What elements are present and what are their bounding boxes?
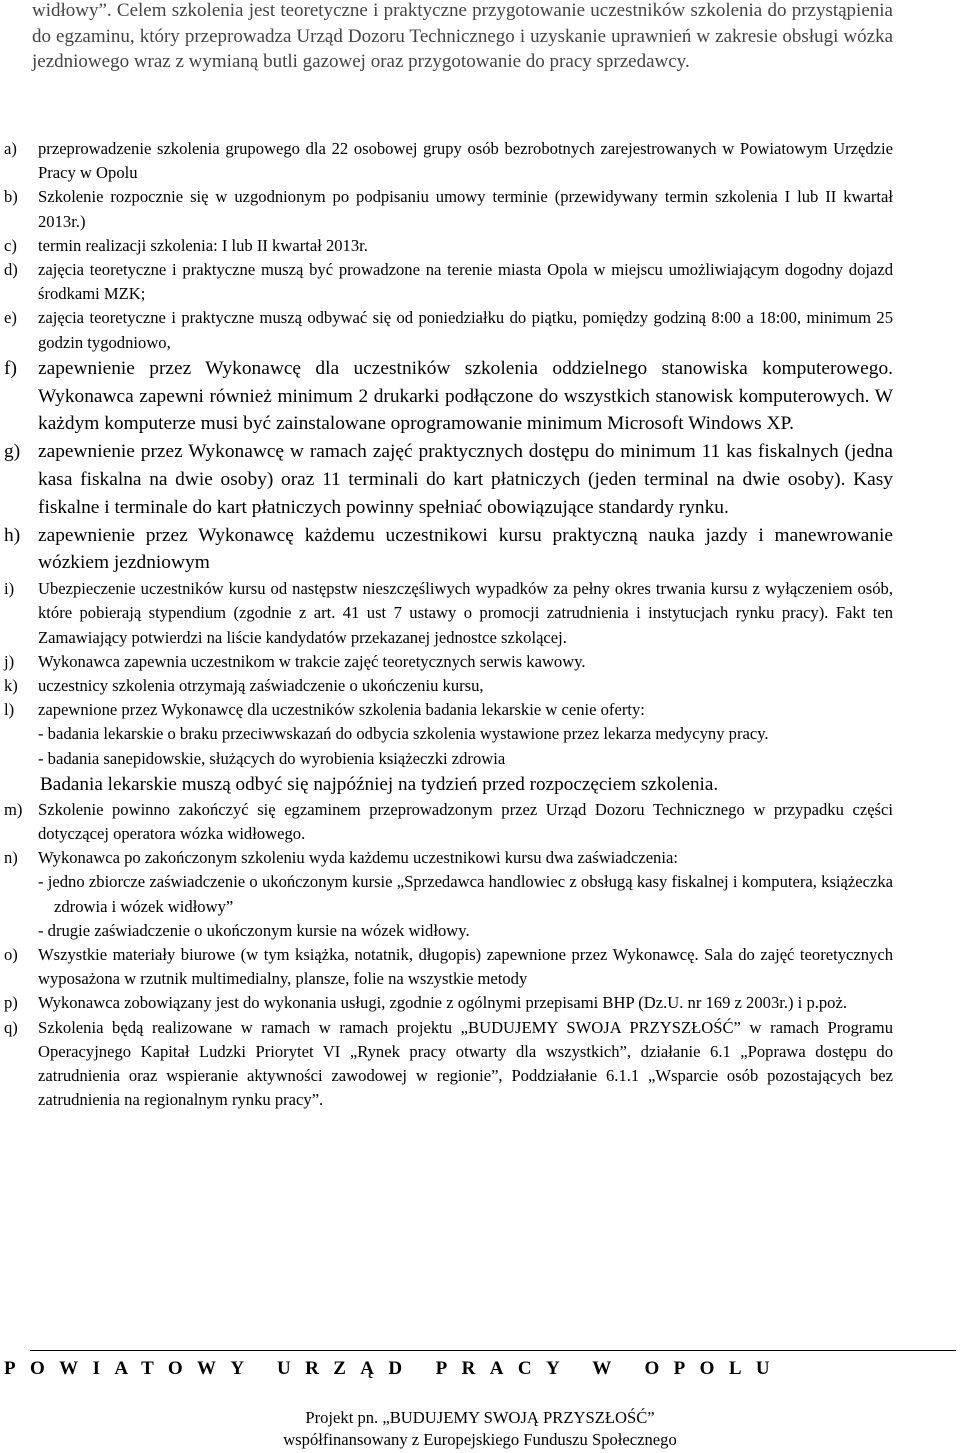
- item-letter: g): [4, 441, 21, 463]
- intro-paragraph: widłowy”. Celem szkolenia jest teoretyczne i praktyczne przygotowanie uczestników szkolenia do przystąpienia do egzaminu, który przeprowadza Urząd Dozoru Technicznego i uzyskanie uprawnień w zakresie obsługi wózka jezdniowego wraz z wymianą butli gazowej oraz przygotowanie do pracy sprzedawcy.: [32, 0, 893, 73]
- item-text: zapewnienie przez Wykonawcę dla uczestników szkolenia oddzielnego stanowiska komputerowego. Wykonawca zapewni również minimum 2 drukarki podłączone do wszystkich stanowisk komputerowych. W każdym komputerze musi być zainstalowane oprogramowanie minimum Microsoft Windows XP.: [38, 357, 893, 435]
- item-text: Szkolenia będą realizowane w ramach w ramach projektu „BUDUJEMY SWOJA PRZYSZŁOŚĆ” w ramach Programu Operacyjnego Kapitał Ludzki Priorytet VI „Rynek pracy otwarty dla wszystkich”, działanie 6.1 „Poprawa dostępu do zatrudnienia oraz wspieranie aktywności zawodowej w regionie”, Poddziałanie 6.1.1 „Wsparcie osób pozostających bez zatrudnienia na regionalnym rynku pracy”.: [38, 1017, 893, 1110]
- item-text: Wykonawca zobowiązany jest do wykonania usługi, zgodnie z ogólnymi przepisami BHP (Dz.U. nr 169 z 2003r.) i p.poż.: [38, 993, 847, 1013]
- item-letter: p): [4, 993, 18, 1013]
- item-subpoint: - badania lekarskie o braku przeciwwskazań do odbycia szkolenia wystawione przez lekarza medycyny pracy.: [38, 724, 769, 744]
- footer-institution: POWIATOWY URZĄD PRACY W OPOLU: [4, 1358, 785, 1379]
- list-item-j: [0, 650, 893, 674]
- item-letter: b): [4, 187, 18, 207]
- list-item-i: [0, 577, 893, 650]
- item-letter: q): [4, 1017, 18, 1037]
- item-letter: i): [4, 579, 15, 599]
- item-text: zapewnienie przez Wykonawcę w ramach zajęć praktycznych dostępu do minimum 11 kas fiskalnych (jedna kasa fiskalna na dwie osoby) oraz 11 terminali do kart płatniczych (jeden terminal na dwie osoby). Kasy fiskalne i terminale do kart płatniczych powinny spełniać obowiązujące standardy rynku.: [38, 441, 893, 518]
- item-text: zajęcia teoretyczne i praktyczne muszą być prowadzone na terenie miasta Opola w miejscu umożliwiającym dogodny dojazd środkami MZK;: [38, 260, 893, 304]
- item-letter: c): [4, 235, 17, 255]
- item-letter: n): [4, 848, 18, 868]
- item-letter: j): [4, 651, 15, 671]
- item-text: uczestnicy szkolenia otrzymają zaświadczenie o ukończeniu kursu,: [38, 676, 484, 696]
- item-letter: h): [4, 524, 21, 546]
- list-item-o: [0, 943, 893, 991]
- item-text: zajęcia teoretyczne i praktyczne muszą odbywać się od poniedziałku do piątku, pomiędzy godziną 8:00 a 18:00, minimum 25 godzin tygodniowo,: [38, 308, 893, 352]
- item-letter: l): [4, 700, 15, 720]
- item-letter: a): [4, 139, 17, 158]
- list-item-l: [0, 698, 893, 798]
- item-letter: o): [4, 945, 18, 965]
- item-text: termin realizacji szkolenia: I lub II kwartał 2013r.: [38, 235, 368, 255]
- item-text: zapewnione przez Wykonawcę dla uczestników szkolenia badania lekarskie w cenie oferty:: [38, 700, 645, 720]
- item-text: Wszystkie materiały biurowe (w tym książka, notatnik, długopis) zapewnione przez Wykonawcę. Sala do zajęć teoretycznych wyposażona w rzutnik multimedialny, plansze, folie na wszystkie metody: [38, 945, 893, 989]
- item-text: Ubezpieczenie uczestników kursu od następstw nieszczęśliwych wypadków za pełny okres trwania kursu z wyłączeniem osób, które pobierają stypendium (zgodnie z art. 41 ust 7 ustawy o promocji zatrudnienia i instytucjach rynku pracy). Fakt ten Zamawiający potwierdzi na liście kandydatów przekazanej jednostce szkolącej.: [38, 579, 893, 647]
- item-letter: d): [4, 260, 18, 280]
- list-item-q: [0, 1016, 893, 1113]
- item-text: zapewnienie przez Wykonawcę każdemu uczestnikowi kursu praktyczną nauka jazdy i manewrowanie wózkiem jezdniowym: [38, 524, 893, 574]
- item-letter: f): [4, 357, 17, 379]
- list-item-e: [0, 306, 893, 354]
- list-item-m: [0, 798, 893, 846]
- list-item-k: [0, 674, 893, 698]
- item-subpoint: - drugie zaświadczenie o ukończonym kursie na wózek widłowy.: [38, 920, 470, 940]
- item-text: Wykonawca po zakończonym szkoleniu wyda każdemu uczestnikowi kursu dwa zaświadczenia:: [38, 848, 678, 868]
- footer-divider: [30, 1350, 956, 1351]
- item-subpoint: - jedno zbiorcze zaświadczenie o ukończonym kursie „Sprzedawca handlowiec z obsługą kasy fiskalnej i komputera, książeczka zdrowia i wózek widłowy”: [38, 872, 893, 916]
- list-item-p: [0, 991, 893, 1015]
- item-subpoint: - badania sanepidowskie, służących do wyrobienia książeczki zdrowia: [38, 748, 506, 768]
- list-item-g: [0, 438, 893, 521]
- footer-funding: współfinansowany z Europejskiego Funduszu Społecznego: [283, 1430, 677, 1449]
- item-letter: e): [4, 308, 17, 328]
- requirements-list: [0, 137, 960, 1112]
- footer-project: Projekt pn. „BUDUJEMY SWOJĄ PRZYSZŁOŚĆ”: [305, 1408, 655, 1427]
- list-item-c: [0, 234, 893, 258]
- list-item-d: [0, 258, 893, 306]
- item-text: Szkolenie powinno zakończyć się egzaminem przeprowadzonym przez Urząd Dozoru Technicznego w przypadku części dotyczącej operatora wózka widłowego.: [38, 799, 893, 844]
- item-letter: k): [4, 676, 18, 696]
- list-item-h: [0, 522, 893, 578]
- medical-exam-notice: Badania lekarskie muszą odbyć się najpóźniej na tydzień przed rozpoczęciem szkolenia.: [40, 773, 719, 795]
- item-text: przeprowadzenie szkolenia grupowego dla 22 osobowej grupy osób bezrobotnych zarejestrowanych w Powiatowym Urzędzie Pracy w Opolu: [38, 139, 893, 183]
- item-letter: m): [4, 799, 23, 819]
- item-text: Wykonawca zapewnia uczestnikom w trakcie zajęć teoretycznych serwis kawowy.: [38, 651, 586, 671]
- list-item-a: [0, 137, 893, 185]
- list-item-f: [0, 355, 893, 438]
- list-item-n: [0, 846, 893, 943]
- item-text: Szkolenie rozpocznie się w uzgodnionym po podpisaniu umowy terminie (przewidywany termin szkolenia I lub II kwartał 2013r.): [38, 187, 893, 231]
- list-item-b: [0, 185, 893, 233]
